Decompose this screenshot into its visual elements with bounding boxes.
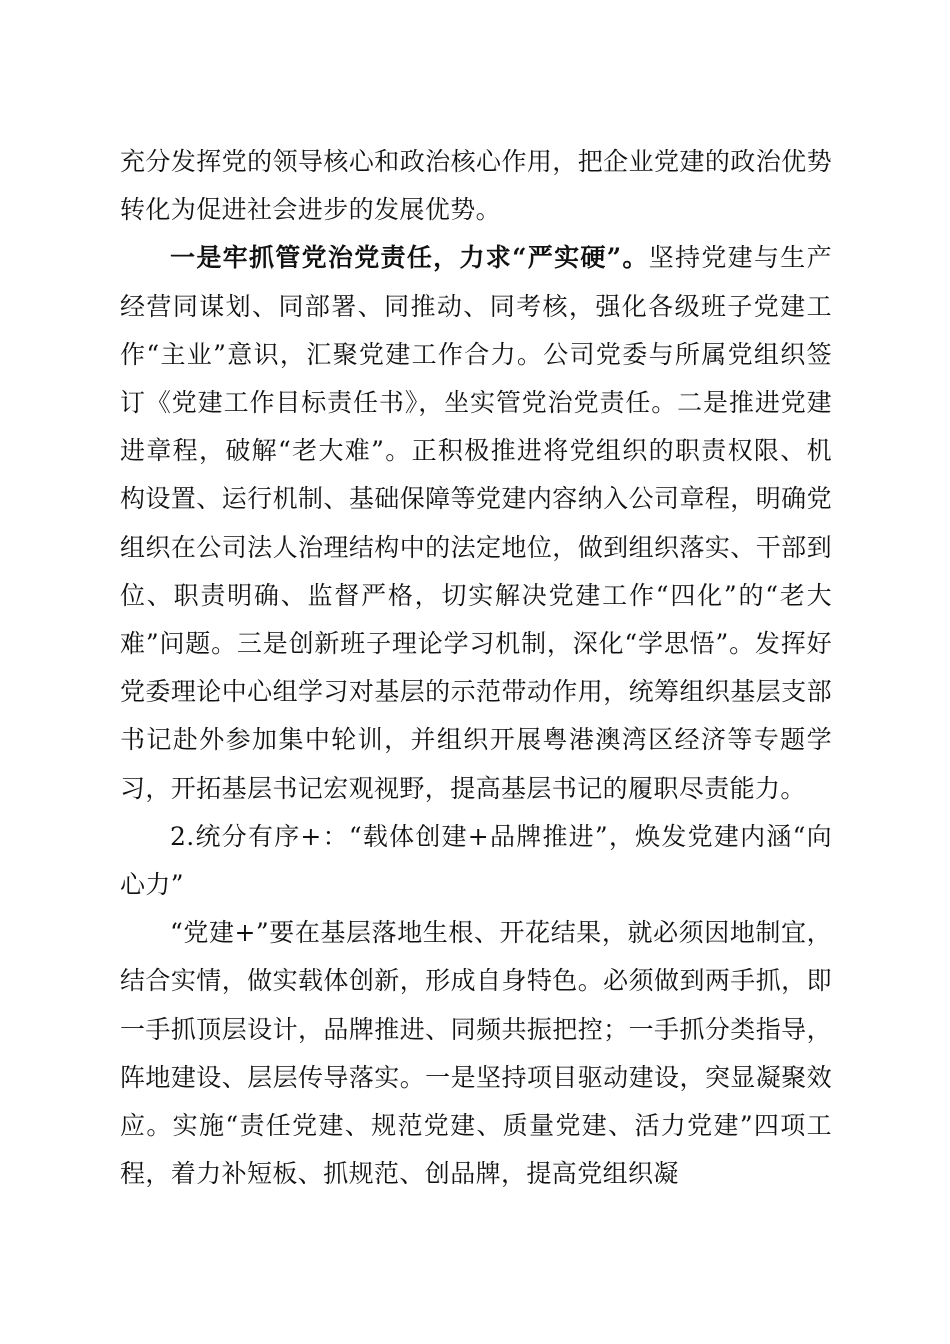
paragraph-party-building-plus: “党建+”要在基层落地生根、开花结果，就必须因地制宜，结合实情，做实载体创新，形成自身特色。必须做到两手抓，即一手抓顶层设计，品牌推进、同频共振把控；一手抓分类指导，阵地建设、层层传导落实。一是坚持项目驱动建设，突显凝聚效应。实施“责任党建、规范党建、质量党建、活力党建”四项工程，着力补短板、抓规范、创品牌，提高党组织凝	[120, 918, 832, 1189]
paragraph-intro-continuation: 充分发挥党的领导核心和政治核心作用，把企业党建的政治优势转化为促进社会进步的发展优势。	[120, 147, 832, 225]
paragraph-body-text: 坚持党建与生产经营同谋划、同部署、同推动、同考核，强化各级班子党建工作“主业”意识，汇聚党建工作合力。公司党委与所属党组织签订《党建工作目标责任书》，坐实管党治党责任。二是推进党建进章程，破解“老大难”。正积极推进将党组织的职责权限、机构设置、运行机制、基础保障等党建内容纳入公司章程，明确党组织在公司法人治理结构中的法定地位，做到组织落实、干部到位、职责明确、监督严格，切实解决党建工作“四化”的“老大难”问题。三是创新班子理论学习机制，深化“学思悟”。发挥好党委理论中心组学习对基层的示范带动作用，统筹组织基层支部书记赴外参加集中轮训，并组织开展粤港澳湾区经济等专题学习，开拓基层书记宏观视野，提高基层书记的履职尽责能力。	[120, 243, 832, 803]
document-body	[120, 138, 832, 1198]
section-heading-2: 2.统分有序+：“载体创建+品牌推进”，焕发党建内涵“向心力”	[120, 821, 832, 900]
paragraph-party-responsibility	[120, 234, 832, 812]
paragraph-lead-phrase: 一是牢抓管党治党责任，力求“严实硬”。	[170, 243, 649, 273]
